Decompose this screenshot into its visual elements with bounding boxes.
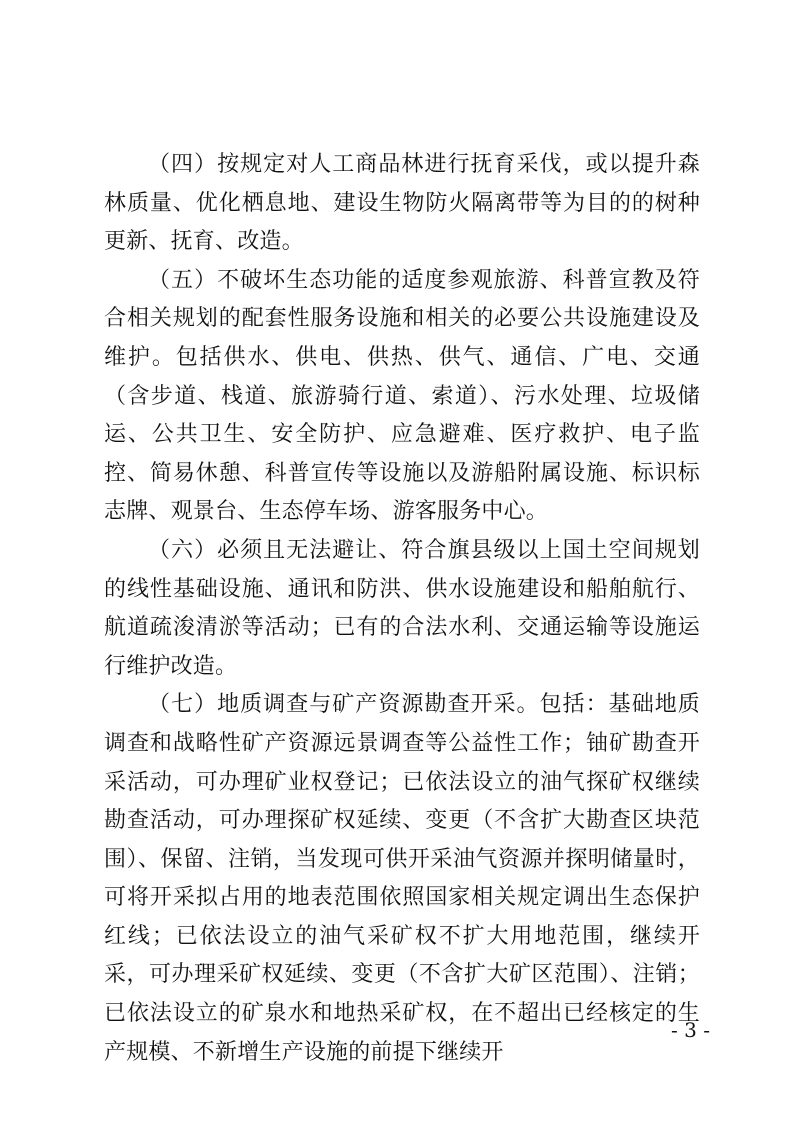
paragraph-5: （五）不破坏生态功能的适度参观旅游、科普宣教及符合相关规划的配套性服务设施和相关的必要公共设施建设及维护。包括供水、供电、供热、供气、通信、广电、交通（含步道、栈道、旅游骑行道、索道）、污水处理、垃圾储运、公共卫生、安全防护、应急避难、医疗救护、电子监控、简易休憩、科普宣传等设施以及游船附属设施、标识标志牌、观景台、生态停车场、游客服务中心。 (104, 267, 700, 525)
page-number: - 3 - (671, 1018, 710, 1042)
paragraph-6: （六）必须且无法避让、符合旗县级以上国土空间规划的线性基础设施、通讯和防洪、供水设施建设和船舶航行、航道疏浚清淤等活动；已有的合法水利、交通运输等设施运行维护改造。 (104, 537, 700, 679)
document-body (104, 146, 700, 1072)
paragraph-4: （四）按规定对人工商品林进行抚育采伐，或以提升森林质量、优化栖息地、建设生物防火隔离带等为目的的树种更新、抚育、改造。 (104, 152, 700, 255)
paragraph-7: （七）地质调查与矿产资源勘查开采。包括：基础地质调查和战略性矿产资源远景调查等公益性工作；铀矿勘查开采活动，可办理矿业权登记；已依法设立的油气探矿权继续勘查活动，可办理探矿权延续、变更（不含扩大勘查区块范围）、保留、注销，当发现可供开采油气资源并探明储量时，可将开采拟占用的地表范围依照国家相关规定调出生态保护红线；已依法设立的油气采矿权不扩大用地范围，继续开采，可办理采矿权延续、变更（不含扩大矿区范围）、注销；已依法设立的矿泉水和地热采矿权，在不超出已经核定的生产规模、不新增生产设施的前提下继续开 (104, 692, 700, 1065)
